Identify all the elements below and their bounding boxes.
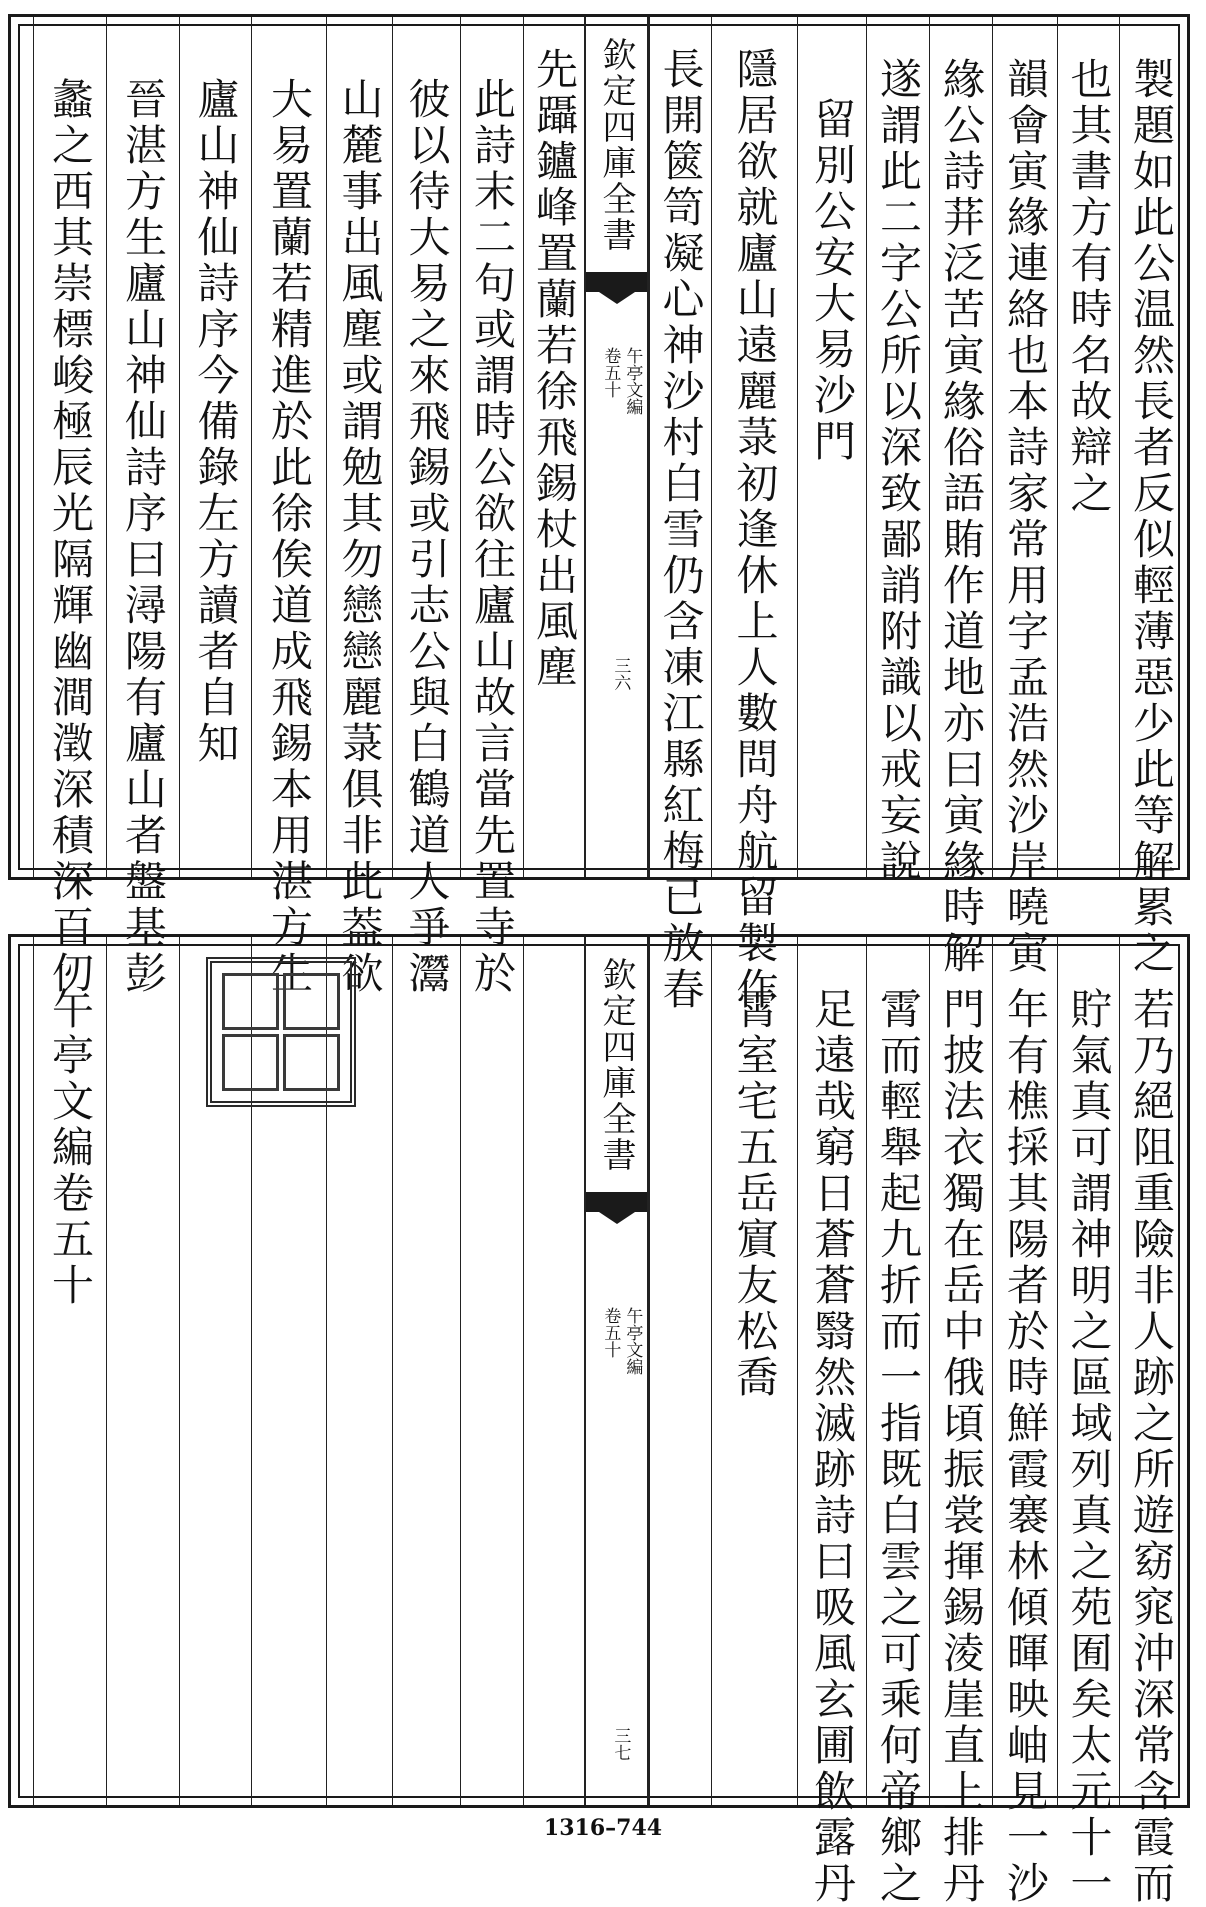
fish-tail-mark (586, 272, 647, 292)
text-column (711, 937, 797, 1805)
column-text: 韻會寅緣連絡也本詩家常用字孟浩然沙岸曉寅 (1001, 57, 1050, 977)
text-column (866, 937, 929, 1907)
text-column (711, 17, 797, 1013)
volume-name: 午亭文編 (622, 1307, 643, 1375)
text-column (251, 17, 326, 997)
text-column (33, 17, 106, 997)
text-column (1119, 937, 1182, 1907)
center-fold (584, 17, 649, 877)
column-text: 廬山神仙詩序今備錄左方讀者自知 (191, 77, 241, 767)
text-column (929, 937, 992, 1907)
text-column (929, 17, 992, 977)
chapter-label: 卷五十 (600, 1307, 621, 1358)
column-text: 緣公詩荓泛苦寅緣俗語賄作道地亦曰寅緣時解 (937, 57, 986, 977)
text-column (179, 17, 251, 877)
text-column (523, 17, 584, 877)
column-text: 霄而輕舉起九折而一指既白雲之可乘何帝鄉之 (874, 987, 923, 1907)
book-title: 欽定四庫全書 (596, 957, 636, 1173)
library-seal-icon (206, 957, 356, 1107)
column-text: 蠡之西其崇標峻極辰光隔輝幽澗澂深積深百仞 (46, 77, 95, 997)
text-column (460, 17, 523, 997)
text-column (649, 17, 711, 1013)
empty-column (460, 937, 523, 1805)
column-text: 製題如此公温然長者反似輕薄惡少此等解累之 (1127, 57, 1176, 977)
text-column (33, 937, 106, 1805)
column-text: 若乃絕阻重險非人跡之所遊窈窕沖深常含霞而 (1127, 987, 1176, 1907)
column-text: 山麓事出風塵或謂勉其勿戀戀麗菉俱非此葢欲 (335, 77, 385, 997)
text-column (326, 17, 392, 997)
volume-end-title: 午亭文編卷五十 (46, 987, 95, 1309)
folio-number: 三六 (610, 657, 631, 691)
text-column (649, 937, 711, 1805)
column-text: 足遠哉窮日蒼蒼翳然滅跡詩曰吸風玄圃飲露丹 (808, 987, 857, 1907)
column-text: 貯氣真可謂神明之區域列真之苑囿矣太元十一 (1064, 987, 1114, 1907)
text-column (866, 17, 929, 885)
fish-tail-mark (586, 1192, 647, 1212)
column-text: 遂謂此二字公所以深致鄙誚附識以戒妄說 (874, 57, 923, 885)
text-column (392, 17, 460, 997)
column-text: 長開篋笥凝心神沙村白雪仍含凍江縣紅梅已放春 (656, 47, 706, 1013)
top-page (8, 14, 1190, 1013)
column-text: 晉湛方生廬山神仙詩序曰潯陽有廬山者盤基彭 (119, 77, 168, 997)
folio-number: 三七 (610, 1727, 631, 1761)
text-column (1057, 937, 1119, 1907)
column-text: 此詩末二句或謂時公欲往廬山故言當先置寺於 (468, 77, 517, 997)
column-text: 大易置蘭若精進於此徐俟道成飛錫本用湛方生 (265, 77, 314, 997)
column-text: 彼以待大易之來飛錫或引志公與白鶴道人爭灊 (402, 77, 452, 997)
column-text: 年有樵採其陽者於時鮮霞褰林傾暉映岫見一沙 (1001, 987, 1050, 1907)
text-column (1119, 17, 1182, 977)
column-text: 也其書方有時名故辯之 (1064, 57, 1114, 517)
empty-column (392, 937, 460, 1805)
text-column (106, 17, 179, 997)
column-text: 留別公安大易沙門 (808, 97, 857, 465)
column-text: 先躡鑪峰置蘭若徐飛錫杖出風塵 (530, 47, 579, 691)
text-column (1057, 17, 1119, 877)
text-column (992, 17, 1057, 977)
column-text: 霄室宅五岳賔友松喬 (730, 987, 780, 1401)
empty-column (523, 937, 584, 1805)
volume-name: 午亭文編 (622, 347, 643, 415)
text-column (992, 937, 1057, 1907)
chapter-label: 卷五十 (600, 347, 621, 398)
text-column (797, 937, 866, 1907)
empty-column (106, 937, 179, 1805)
column-text: 隱居欲就廬山遠麗菉初逢休上人數問舟航留製作 (730, 47, 780, 1013)
text-column (797, 17, 866, 877)
column-text: 門披法衣獨在岳中俄頃振裳揮錫淩崖直上排丹 (937, 987, 986, 1907)
center-fold (584, 937, 649, 1805)
book-title: 欽定四庫全書 (596, 37, 636, 253)
page-reference: 1316–744 (543, 1815, 663, 1841)
